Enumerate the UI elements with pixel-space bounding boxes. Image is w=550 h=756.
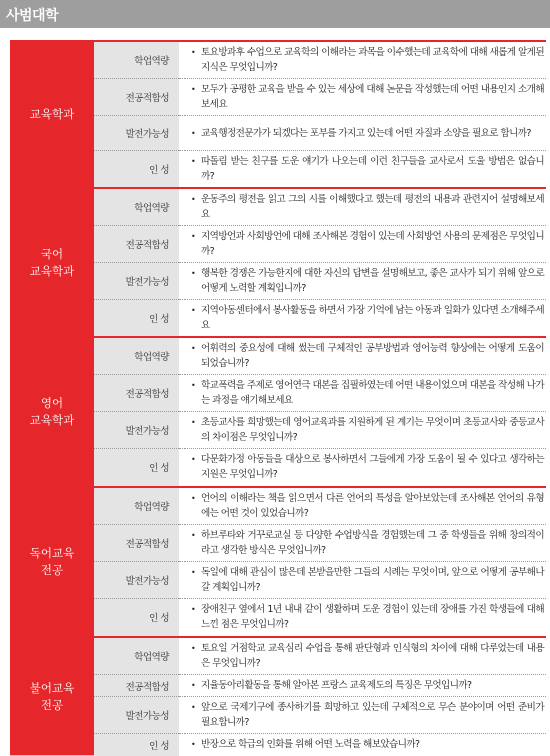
bullet-icon: •	[190, 306, 196, 315]
category-label: 발전가능성	[94, 697, 179, 734]
bullet-icon: •	[190, 232, 196, 241]
department-name: 불어교육 전공	[29, 680, 75, 712]
bullet-icon: •	[190, 48, 196, 57]
question-text: 모두가 공평한 교육을 받을 수 있는 세상에 대해 논문을 작성했는데 어떤 내용인지 소개해보세요	[201, 84, 544, 110]
question-text: 장애친구 옆에서 1년 내내 같이 생활하며 도운 경험이 있는데 장애를 가진 학생들에 대해 느낀 점은 무엇입니까?	[201, 604, 544, 631]
bullet-icon: •	[190, 344, 196, 353]
question-row	[10, 487, 546, 525]
bullet-icon: •	[190, 644, 196, 653]
question-text: 지율동아리활동을 통해 알아본 프랑스 교육제도의 특징은 무엇입니까?	[201, 680, 472, 691]
category-label: 학업역량	[94, 188, 179, 226]
category-label: 학업역량	[94, 487, 179, 525]
question-cell	[185, 412, 546, 449]
bullet-icon: •	[190, 703, 196, 712]
department-name: 교육학과	[29, 107, 75, 121]
category-label: 발전가능성	[94, 561, 179, 598]
question-text: 독일에 대해 관심이 많은데 본받을만한 그들의 시례는 무엇이며, 앞으로 어떻게 공부해나갈 계획입니까?	[201, 566, 544, 593]
question-cell	[185, 449, 546, 487]
bullet-icon: •	[190, 128, 196, 138]
question-text: 토요일 거점학교 교육심리 수업을 통해 판단형과 인식형의 차이에 대해 다루었는데 내용은 무엇입니까?	[201, 643, 544, 669]
question-text: 앞으로 국제기구에 종사하기를 희망하고 있는데 구체적으로 무슨 분야이며 어떤 준비가 필요합니까?	[201, 702, 544, 728]
question-text: 교육행정전문가가 되겠다는 포부를 가지고 있는데 어떤 자질과 소양을 필요로 합니까?	[201, 127, 531, 139]
question-cell	[185, 300, 546, 338]
question-cell	[185, 734, 546, 756]
category-label: 학업역량	[94, 41, 179, 79]
question-cell	[185, 375, 546, 412]
section-title: 사범대학	[6, 8, 59, 24]
question-cell	[185, 263, 546, 300]
question-cell	[185, 561, 546, 598]
question-row	[10, 41, 546, 79]
question-cell	[185, 487, 546, 525]
bullet-icon: •	[190, 269, 196, 278]
question-text: 어휘력의 중요성에 대해 썼는데 구체적인 공부방법과 영어능력 향상에는 어떻게 도움이 되었습니까?	[201, 343, 544, 369]
question-row	[10, 337, 546, 375]
category-label: 인 성	[94, 598, 179, 637]
question-cell	[185, 697, 546, 734]
question-text: 지역아동센터에서 봉사활동을 하면서 가장 기억에 남는 아동과 일화가 있다면 소개해주세요	[201, 305, 544, 331]
category-label: 전공적합성	[94, 79, 179, 116]
category-label: 학업역량	[94, 337, 179, 375]
question-cell	[185, 598, 546, 637]
department-cell	[10, 337, 94, 487]
category-label: 전공적합성	[94, 675, 179, 697]
category-label: 인 성	[94, 734, 179, 756]
question-text: 반장으로 학급의 인화를 위해 어떤 노력을 해보았습니까?	[201, 739, 420, 751]
bullet-icon: •	[190, 381, 196, 390]
question-text: 초등교사를 희망했는데 영어교육과를 지원하게 된 계기는 무엇이며 초등교사와 중등교사의 차이점은 무엇입니까?	[201, 417, 544, 443]
category-label: 전공적합성	[94, 226, 179, 263]
question-cell	[185, 151, 546, 189]
question-text: 토요방과후 수업으로 교육학의 이해라는 과목을 이수했는데 교육학에 대해 새롭게 알게된 지식은 무엇입니까?	[201, 47, 544, 73]
bullet-icon: •	[190, 493, 196, 503]
question-cell	[185, 524, 546, 561]
question-text: 하브루타와 거꾸로교실 등 다양한 수업방식을 경험했는데 그 중 학생들을 위해 창의적이라고 생각한 방식은 무엇입니까?	[201, 529, 544, 556]
question-cell	[185, 79, 546, 116]
bullet-icon: •	[190, 530, 196, 540]
category-label: 발전가능성	[94, 412, 179, 449]
bullet-icon: •	[190, 85, 196, 94]
bullet-icon: •	[190, 455, 196, 465]
question-text: 지역방언과 사회방언에 대해 조사해본 경험이 있는데 사회방언 사용의 문제점은 무엇입니까?	[201, 231, 544, 257]
bullet-icon: •	[190, 195, 196, 204]
bullet-icon: •	[190, 418, 196, 427]
category-label: 인 성	[94, 300, 179, 338]
question-cell	[185, 675, 546, 697]
department-name: 국어 교육학과	[29, 246, 75, 278]
bullet-icon: •	[190, 681, 196, 690]
department-cell	[10, 188, 94, 337]
question-cell	[185, 188, 546, 226]
department-cell	[10, 487, 94, 638]
department-cell	[10, 637, 94, 756]
question-text: 언어의 이해라는 책을 읽으면서 다른 언어의 특성을 알아보았는데 조사해본 언어의 유형에는 어떤 것이 있었습니까?	[201, 492, 544, 519]
bullet-icon: •	[190, 567, 196, 577]
section-header	[0, 0, 550, 28]
bullet-icon: •	[190, 740, 196, 750]
question-cell	[185, 637, 546, 675]
question-row	[10, 637, 546, 675]
category-label: 인 성	[94, 151, 179, 189]
category-label: 전공적합성	[94, 524, 179, 561]
question-text: 행복한 경쟁은 가능한지에 대한 자신의 답변을 설명해보고, 좋은 교사가 되기 위해 앞으로 어떻게 노력할 계획입니까?	[201, 268, 544, 294]
question-cell	[185, 226, 546, 263]
department-cell	[10, 41, 94, 188]
category-label: 발전가능성	[94, 116, 179, 151]
question-text: 운동주의 평전을 읽고 그의 시를 이해했다고 했는데 평전의 내용과 관련지어 설명해보세요	[201, 194, 544, 220]
department-name: 영어 교육학과	[29, 395, 75, 427]
category-label: 발전가능성	[94, 263, 179, 300]
bullet-icon: •	[190, 605, 196, 615]
question-cell	[185, 41, 546, 79]
question-cell	[185, 337, 546, 375]
category-label: 인 성	[94, 449, 179, 487]
question-cell	[185, 116, 546, 151]
category-label: 학업역량	[94, 637, 179, 675]
interview-question-table	[10, 40, 546, 756]
question-row	[10, 188, 546, 226]
question-text: 학교폭력을 주제로 영어연극 대본을 집필하였는데 어떤 내용이었으며 대본을 작성해 나가는 과정을 얘기해보세요	[201, 380, 544, 406]
question-text: 다문화가정 아동들을 대상으로 봉사하면서 그들에게 가장 도움이 될 수 있다고 생각하는 지원은 무엇입니까?	[201, 454, 544, 481]
department-name: 독어교육 전공	[29, 545, 75, 577]
question-text: 따돌림 받는 친구를 도운 얘기가 나오는데 이런 친구들을 교사로서 도울 방법은 없습니까?	[201, 156, 544, 182]
category-label: 전공적합성	[94, 375, 179, 412]
bullet-icon: •	[190, 157, 196, 166]
